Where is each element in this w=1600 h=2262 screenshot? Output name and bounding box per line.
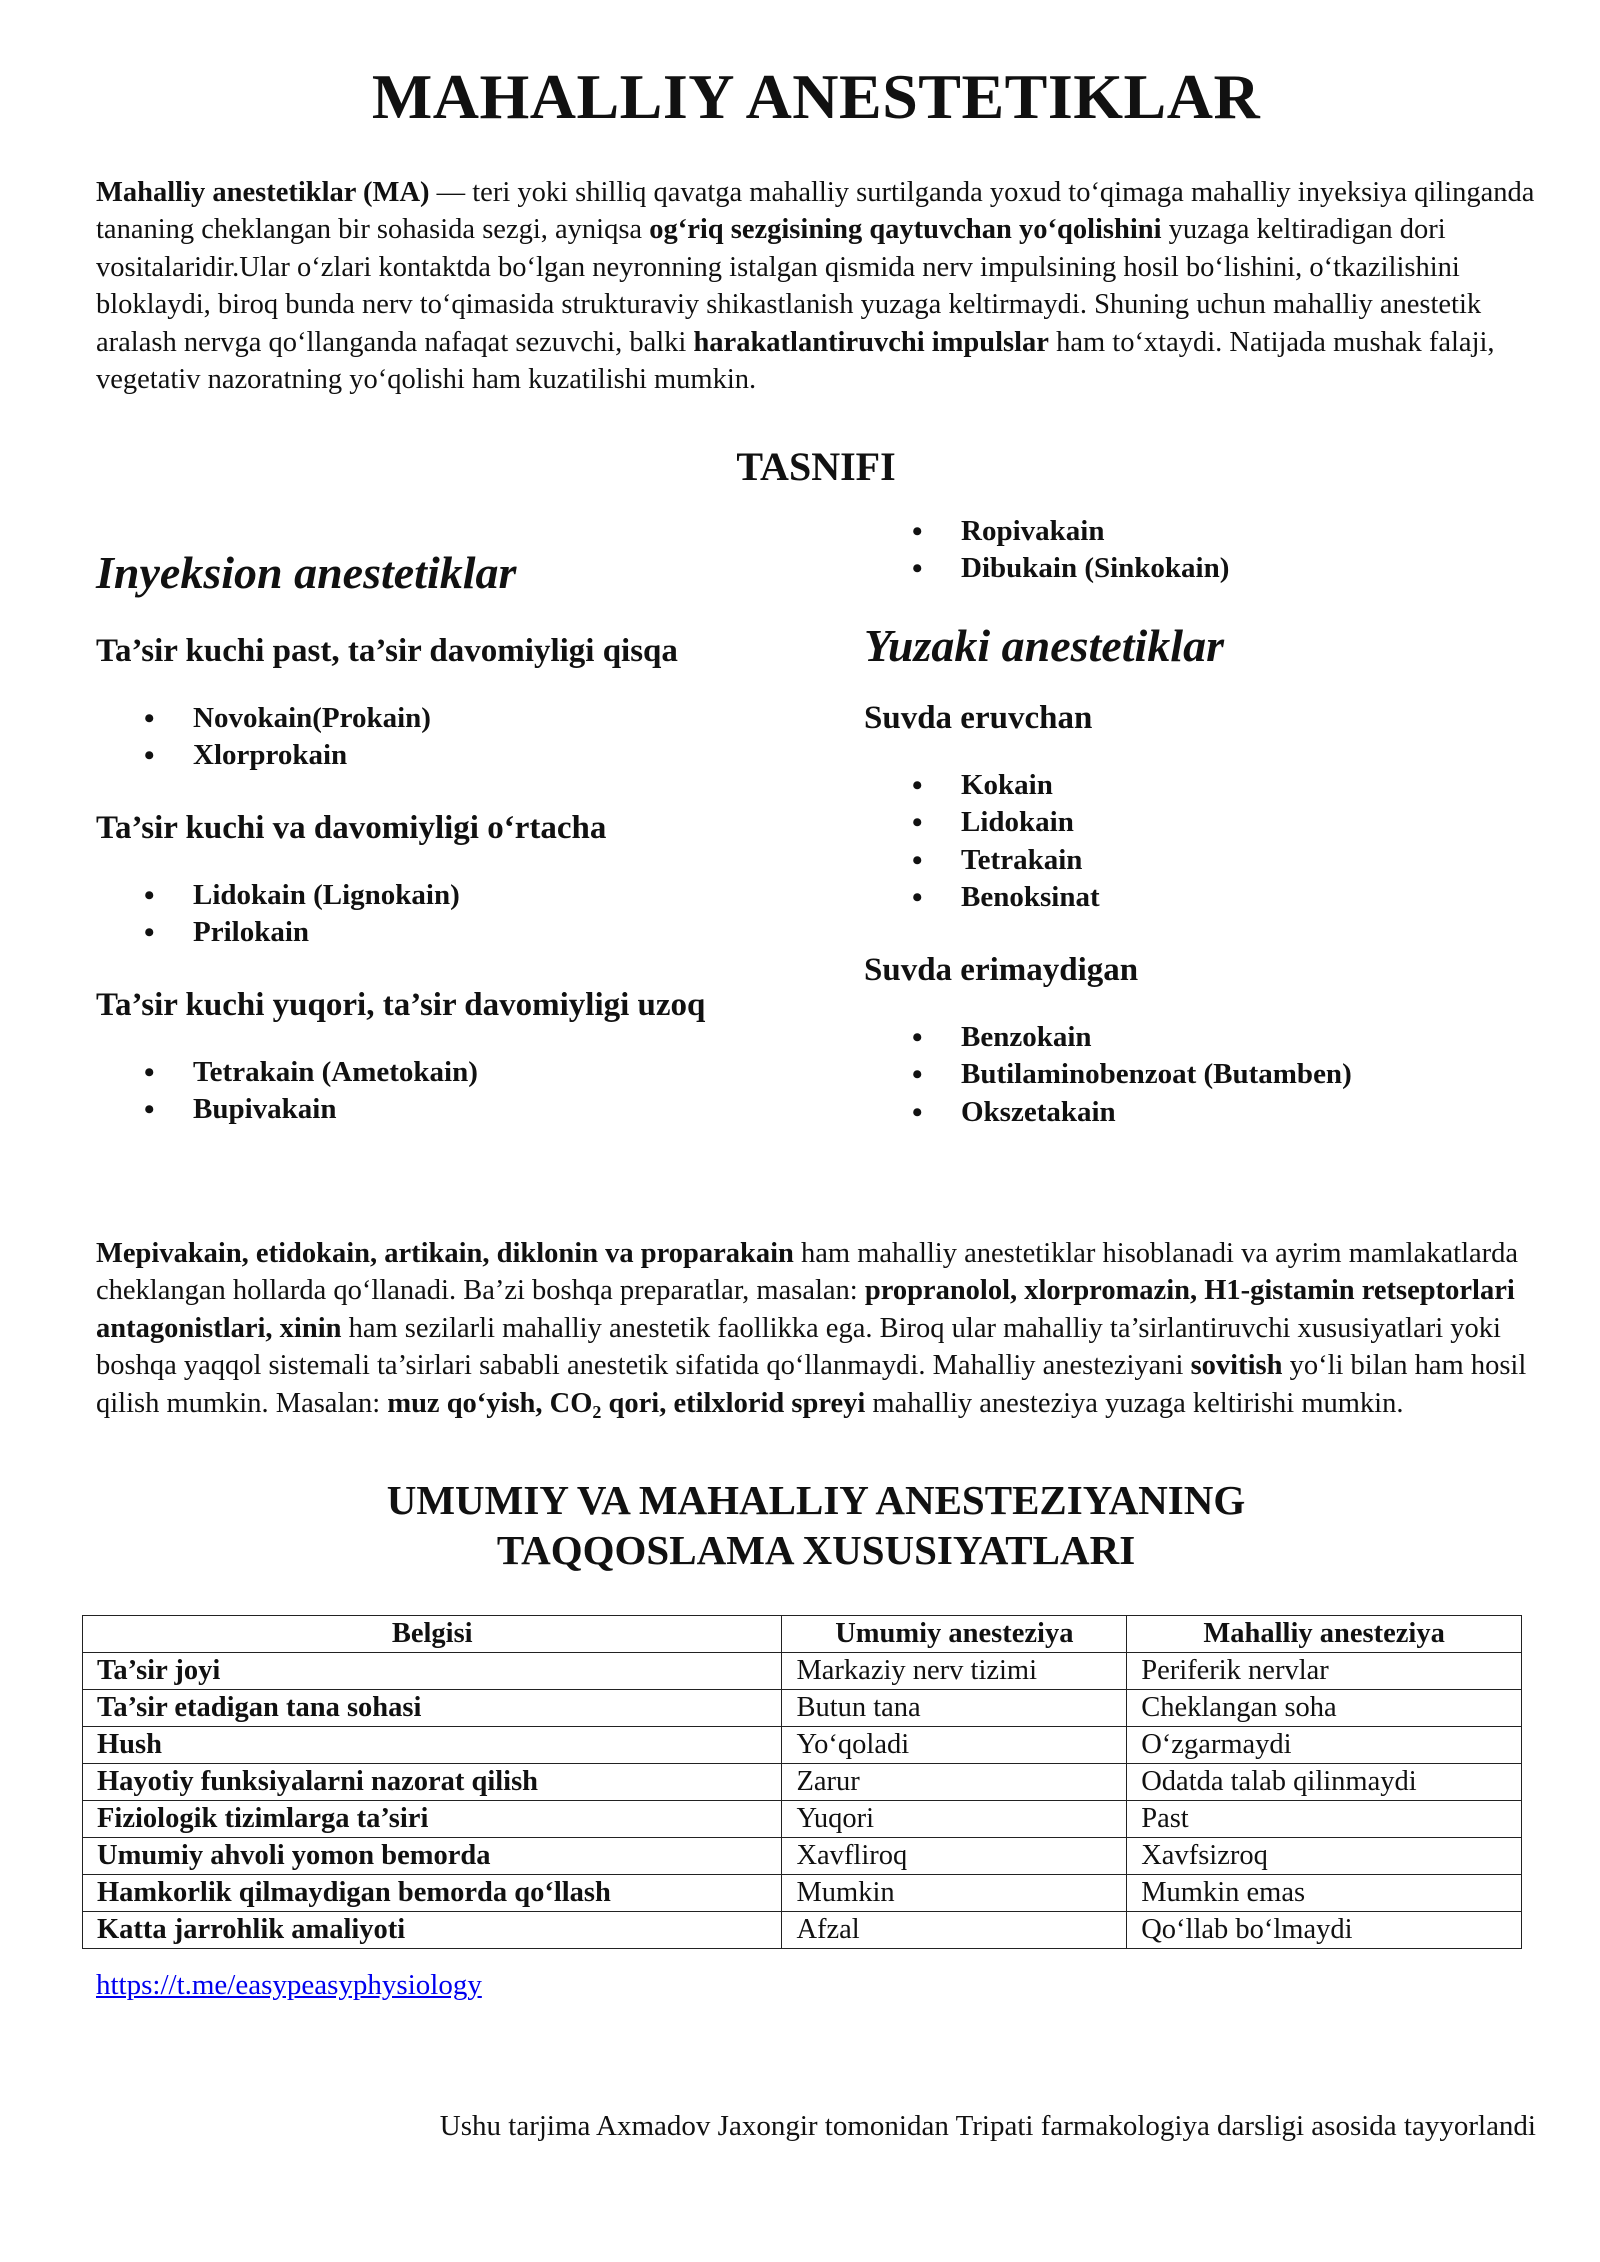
row-label-cell: Fiziologik tizimlarga ta’siri bbox=[83, 1801, 782, 1838]
table-row bbox=[83, 1727, 1522, 1764]
table-cell: Odatda talab qilinmaydi bbox=[1127, 1764, 1522, 1801]
table-cell: Markaziy nerv tizimi bbox=[782, 1653, 1127, 1690]
injection-continued-list bbox=[864, 513, 1536, 588]
injection-group-title: Ta’sir kuchi va davomiyligi o‘rtacha bbox=[96, 809, 607, 846]
table-cell: Periferik nervlar bbox=[1127, 1653, 1522, 1690]
table-row bbox=[83, 1912, 1522, 1949]
injection-group-list bbox=[96, 700, 796, 775]
surface-column bbox=[864, 513, 1536, 1132]
row-label-cell: Ta’sir joyi bbox=[83, 1653, 782, 1690]
list-item: • Lidokain (Lignokain) bbox=[96, 877, 796, 915]
surface-group-list bbox=[864, 767, 1536, 917]
table-cell: Mumkin emas bbox=[1127, 1875, 1522, 1912]
injection-column bbox=[96, 513, 796, 1129]
other-anesthetics-paragraph: Mepivakain, etidokain, artikain, diklonin va proparakain ham mahalliy anestetiklar hisoblanadi va ayrim mamlakatlarda cheklangan hollarda qo‘llanadi. Ba’zi boshqa preparatlar, masalan: propranolol, xlorpromazin, H1-gistamin retseptorlari antagonistlari, xinin ham sezilarli mahalliy anestetik faollikka ega. Biroq ular mahalliy ta’sirlantiruvchi xususiyatlari yoki boshqa yaqqol sistemali ta’sirlari sababli anestetik sifatida qo‘llanmaydi. Mahalliy anesteziyani sovitish yo‘li bilan ham hosil qilish mumkin. Masalan: muz qo‘yish, $CO_2$ qori, etilxlorid spreyi mahalliy anesteziya yuzaga keltirishi mumkin. bbox=[96, 1237, 1527, 1422]
list-item: • Xlorprokain bbox=[96, 737, 796, 775]
list-item: • Tetrakain (Ametokain) bbox=[96, 1054, 796, 1092]
table-row bbox=[83, 1690, 1522, 1727]
list-item: • Kokain bbox=[864, 767, 1536, 805]
injection-group-title: Ta’sir kuchi yuqori, ta’sir davomiyligi uzoq bbox=[96, 986, 706, 1023]
surface-group-title: Suvda erimaydigan bbox=[864, 951, 1139, 988]
list-item: • Okszetakain bbox=[864, 1094, 1536, 1132]
table-cell: Xavfliroq bbox=[782, 1838, 1127, 1875]
table-row bbox=[83, 1653, 1522, 1690]
injection-group-list bbox=[96, 1054, 796, 1129]
comparison-table-body bbox=[83, 1653, 1522, 1949]
credit-line: Ushu tarjima Axmadov Jaxongir tomonidan Tripati farmakologiya darsligi asosida tayyorlandi bbox=[439, 2110, 1536, 2142]
column-header: Belgisi bbox=[83, 1616, 782, 1653]
row-label-cell: Hayotiy funksiyalarni nazorat qilish bbox=[83, 1764, 782, 1801]
list-item: • Bupivakain bbox=[96, 1091, 796, 1129]
telegram-link[interactable]: https://t.me/easypeasyphysiology bbox=[96, 1969, 482, 2002]
row-label-cell: Umumiy ahvoli yomon bemorda bbox=[83, 1838, 782, 1875]
surface-title: Yuzaki anestetiklar bbox=[864, 619, 1224, 671]
comparison-heading: UMUMIY VA MAHALLIY ANESTEZIYANING TAQQOSLAMA XUSUSIYATLARI bbox=[386, 1477, 1246, 1574]
table-cell: Past bbox=[1127, 1801, 1522, 1838]
list-item: • Dibukain (Sinkokain) bbox=[864, 550, 1536, 588]
injection-group-list bbox=[96, 877, 796, 952]
row-label-cell: Hush bbox=[83, 1727, 782, 1764]
table-header-row bbox=[83, 1616, 1522, 1653]
comparison-table bbox=[82, 1615, 1522, 1949]
surface-group-title: Suvda eruvchan bbox=[864, 699, 1093, 736]
table-cell: Afzal bbox=[782, 1912, 1127, 1949]
table-cell: Mumkin bbox=[782, 1875, 1127, 1912]
injection-group-title: Ta’sir kuchi past, ta’sir davomiyligi qisqa bbox=[96, 632, 678, 669]
intro-bold-term: Mahalliy anestetiklar (MA) bbox=[96, 176, 430, 208]
table-cell: Yo‘qoladi bbox=[782, 1727, 1127, 1764]
surface-group-list bbox=[864, 1019, 1536, 1132]
classification-heading: TASNIFI bbox=[736, 443, 896, 489]
column-header: Mahalliy anesteziya bbox=[1127, 1616, 1522, 1653]
column-header: Umumiy anesteziya bbox=[782, 1616, 1127, 1653]
list-item: • Lidokain bbox=[864, 804, 1536, 842]
table-cell: Xavfsizroq bbox=[1127, 1838, 1522, 1875]
intro-paragraph: Mahalliy anestetiklar (MA) — teri yoki shilliq qavatga mahalliy surtilganda yoxud to‘qimaga mahalliy inyeksiya qilinganda tananing cheklangan bir sohasida sezgi, ayniqsa og‘riq sezgisining qaytuvchan yo‘qolishini yuzaga keltiradigan dori vositalaridir.Ular o‘zlari kontaktda bo‘lgan neyronning istalgan qismida nerv impulsining hosil bo‘lishini, o‘tkazilishini bloklaydi, biroq bunda nerv to‘qimasida strukturaviy shikastlanish yuzaga keltirmaydi. Shuning uchun mahalliy anestetik aralash nervga qo‘llanganda nafaqat sezuvchi, balki harakatlantiruvchi impulslar ham to‘xtaydi. Natijada mushak falaji, vegetativ nazoratning yo‘qolishi ham kuzatilishi mumkin. bbox=[96, 176, 1535, 396]
table-row bbox=[83, 1875, 1522, 1912]
row-label-cell: Ta’sir etadigan tana sohasi bbox=[83, 1690, 782, 1727]
document-page bbox=[96, 60, 1536, 2002]
row-label-cell: Hamkorlik qilmaydigan bemorda qo‘llash bbox=[83, 1875, 782, 1912]
list-item: • Butilaminobenzoat (Butamben) bbox=[864, 1056, 1536, 1094]
table-cell: Qo‘llab bo‘lmaydi bbox=[1127, 1912, 1522, 1949]
table-cell: Yuqori bbox=[782, 1801, 1127, 1838]
injection-title: Inyeksion anestetiklar bbox=[96, 546, 517, 598]
page-title: MAHALLIY ANESTETIKLAR bbox=[371, 61, 1261, 132]
table-cell: Zarur bbox=[782, 1764, 1127, 1801]
table-cell: Butun tana bbox=[782, 1690, 1127, 1727]
classification-columns bbox=[96, 513, 1536, 1213]
list-item: • Novokain(Prokain) bbox=[96, 700, 796, 738]
list-item: • Ropivakain bbox=[864, 513, 1536, 551]
list-item: • Benzokain bbox=[864, 1019, 1536, 1057]
list-item: • Prilokain bbox=[96, 914, 796, 952]
table-cell: Cheklangan soha bbox=[1127, 1690, 1522, 1727]
table-row bbox=[83, 1801, 1522, 1838]
table-row bbox=[83, 1838, 1522, 1875]
table-cell: O‘zgarmaydi bbox=[1127, 1727, 1522, 1764]
list-item: • Tetrakain bbox=[864, 842, 1536, 880]
table-row bbox=[83, 1764, 1522, 1801]
list-item: • Benoksinat bbox=[864, 879, 1536, 917]
row-label-cell: Katta jarrohlik amaliyoti bbox=[83, 1912, 782, 1949]
